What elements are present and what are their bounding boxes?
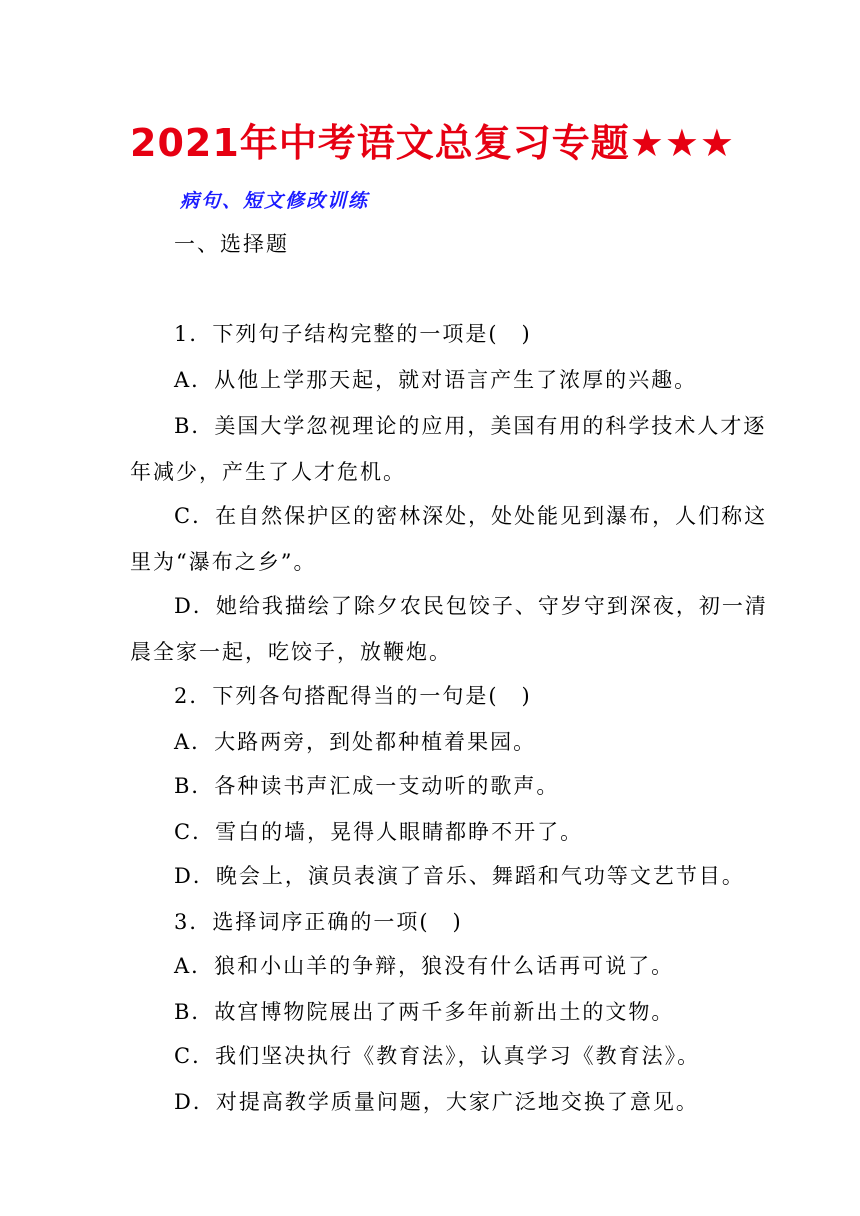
q1-option-a: A．从他上学那天起，就对语言产生了浓厚的兴趣。 [174, 368, 698, 392]
document-subtitle: 病句、短文修改训练 [180, 190, 370, 212]
q3-option-c: C．我们坚决执行《教育法》，认真学习《教育法》。 [174, 1044, 701, 1068]
q3-option-a: A．狼和小山羊的争辩，狼没有什么话再可说了。 [174, 954, 675, 978]
document-title: 2021年中考语文总复习专题★★★ [130, 121, 735, 165]
q1-option-b-cont: 年减少，产生了人才危机。 [130, 460, 406, 484]
q1-option-b: B．美国大学忽视理论的应用，美国有用的科学技术人才逐 [174, 414, 767, 438]
q3-option-b: B．故宫博物院展出了两千多年前新出土的文物。 [174, 1000, 675, 1024]
q3-option-d: D．对提高教学质量问题，大家广泛地交换了意见。 [174, 1090, 699, 1114]
q2-option-d: D．晚会上，演员表演了音乐、舞蹈和气功等文艺节目。 [174, 864, 745, 888]
question-3: 3．选择词序正确的一项( ) [174, 910, 463, 934]
q2-option-b: B．各种读书声汇成一支动听的歌声。 [174, 774, 560, 798]
q2-option-c: C．雪白的墙，晃得人眼睛都睁不开了。 [174, 820, 584, 844]
q1-option-d-cont: 晨全家一起，吃饺子，放鞭炮。 [130, 640, 452, 664]
q2-option-a: A．大路两旁，到处都种植着果园。 [174, 730, 537, 754]
q1-option-d: D．她给我描绘了除夕农民包饺子、守岁守到深夜，初一清 [174, 594, 768, 618]
q1-option-c: C．在自然保护区的密林深处，处处能见到瀑布，人们称这 [174, 504, 768, 528]
question-2: 2．下列各句搭配得当的一句是( ) [174, 684, 532, 708]
question-1: 1．下列句子结构完整的一项是( ) [174, 322, 532, 346]
section-heading: 一、选择题 [174, 232, 289, 256]
q1-option-c-cont: 里为“瀑布之乡”。 [130, 550, 317, 574]
